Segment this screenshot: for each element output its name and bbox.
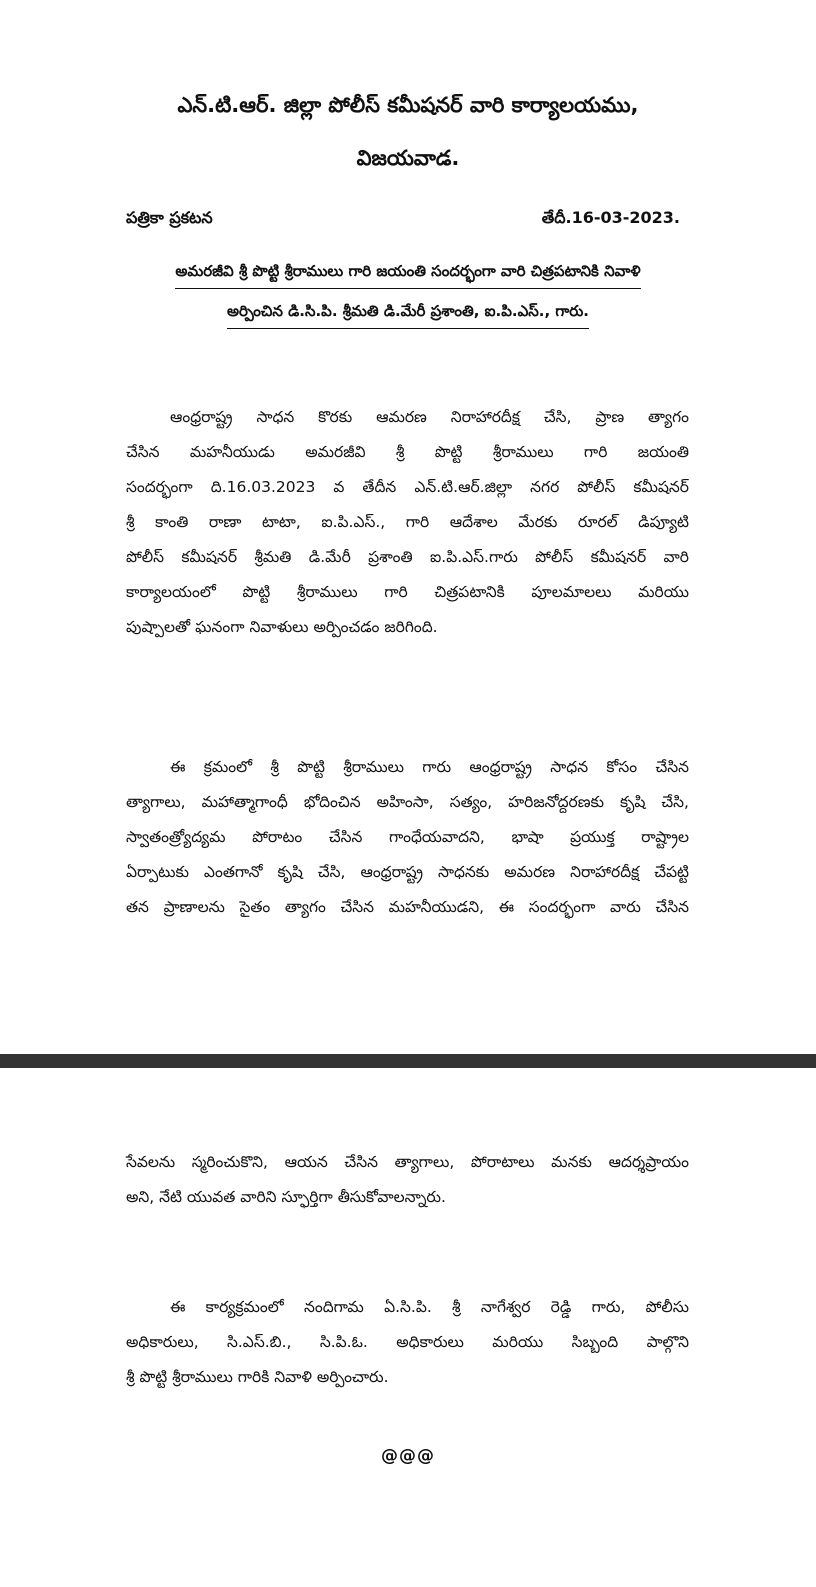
subject-line-1 <box>0 260 816 289</box>
paragraph-line: కార్యాలయంలో పొట్టి శ్రీరాములు గారి చిత్రపటానికి పూలమాలలు మరియు <box>126 583 689 601</box>
office-city: విజయవాడ. <box>356 146 460 170</box>
paragraph-line: అధికారులు, సి.ఎస్.బి., సి.పి.ఓ. అధికారులు మరియు సిబ్బంది పాల్గొని <box>126 1333 689 1351</box>
paragraph-line: ఈ కార్యక్రమంలో నందిగామ ఏ.సి.పి. శ్రీ నాగేశ్వర రెడ్డి గారు, పోలీసు <box>170 1298 689 1316</box>
paragraph-line: చేసిన మహనీయుడు అమరజీవి శ్రీ పొట్టి శ్రీరాములు గారి జయంతి <box>126 443 689 461</box>
paragraph-line: సేవలను స్మరించుకొని, ఆయన చేసిన త్యాగాలు, పోరాటాలు మనకు ఆదర్శప్రాయం <box>126 1153 689 1171</box>
paragraph-line: ఈ క్రమంలో శ్రీ పొట్టి శ్రీరాములు గారు ఆంధ్రరాష్ట్ర సాధన కోసం చేసిన <box>170 758 689 776</box>
release-date: తేదీ.16-03-2023. <box>541 208 680 227</box>
press-release-label: పత్రికా ప్రకటన <box>126 208 213 227</box>
paragraph-2 <box>126 750 689 925</box>
paragraph-line: స్వాతంత్ర్యోద్యమ పోరాటం చేసిన గాంధేయవాదని, భాషా ప్రయుక్త రాష్ట్రాల <box>126 828 689 846</box>
subject-line-1-text: అమరజీవి శ్రీ పొట్టి శ్రీరాములు గారి జయంతి సందర్భంగా వారి చిత్రపటానికి నివాళి <box>175 260 640 289</box>
end-mark: @@@ <box>381 1446 435 1466</box>
paragraph-line: త్యాగాలు, మహాత్మాగాంధీ భోదించిన అహింసా, సత్యం, హరిజనోద్దరణకు కృషి చేసి, <box>126 793 689 811</box>
paragraph-line: ఆంధ్రరాష్ట్ర సాధన కొరకు ఆమరణ నిరాహారదీక్ష చేసి, ప్రాణ త్యాగం <box>170 408 689 426</box>
paragraph-line: తన ప్రాణాలను సైతం త్యాగం చేసిన మహనీయుడని, ఈ సందర్భంగా వారు చేసిన <box>126 898 689 916</box>
paragraph-line: అని, నేటి యువత వారిని స్ఫూర్తిగా తీసుకోవాలన్నారు. <box>126 1188 446 1206</box>
paragraph-line: పోలీస్ కమీషనర్ శ్రీమతి డి.మేరీ ప్రశాంతి ఐ.పి.ఎస్.గారు పోలీస్ కమీషనర్ వారి <box>126 548 689 566</box>
paragraph-4 <box>126 1290 689 1395</box>
paragraph-line: సందర్భంగా ది.16.03.2023 వ తేదీన ఎన్.టి.ఆర్.జిల్లా నగర పోలీస్ కమీషనర్ <box>126 478 689 496</box>
paragraph-1 <box>126 400 689 645</box>
paragraph-line: శ్రీ కాంతి రాణా టాటా, ఐ.పి.ఎస్., గారి ఆదేశాల మేరకు రూరల్ డిప్యూటి <box>126 513 689 531</box>
office-title: ఎన్.టి.ఆర్. జిల్లా పోలీస్ కమీషనర్ వారి కార్యాలయము, <box>177 93 639 117</box>
paragraph-line: పుష్పాలతో ఘనంగా నివాళులు అర్పించడం జరిగింది. <box>126 618 438 636</box>
paragraph-line: ఏర్పాటుకు ఎంతగానో కృషి చేసి, ఆంధ్రరాష్ట్ర సాధనకు అమరణ నిరాహారదీక్ష చేపట్టి <box>126 863 689 881</box>
subject-line-2 <box>0 300 816 329</box>
paragraph-line: శ్రీ పొట్టి శ్రీరాములు గారికి నివాళి అర్పించారు. <box>126 1368 389 1386</box>
subject-line-2-text: అర్పించిన డి.సి.పి. శ్రీమతి డి.మేరీ ప్రశాంతి, ఐ.పి.ఎస్., గారు. <box>227 300 589 329</box>
paragraph-3 <box>126 1145 689 1215</box>
page-divider <box>0 1054 816 1068</box>
